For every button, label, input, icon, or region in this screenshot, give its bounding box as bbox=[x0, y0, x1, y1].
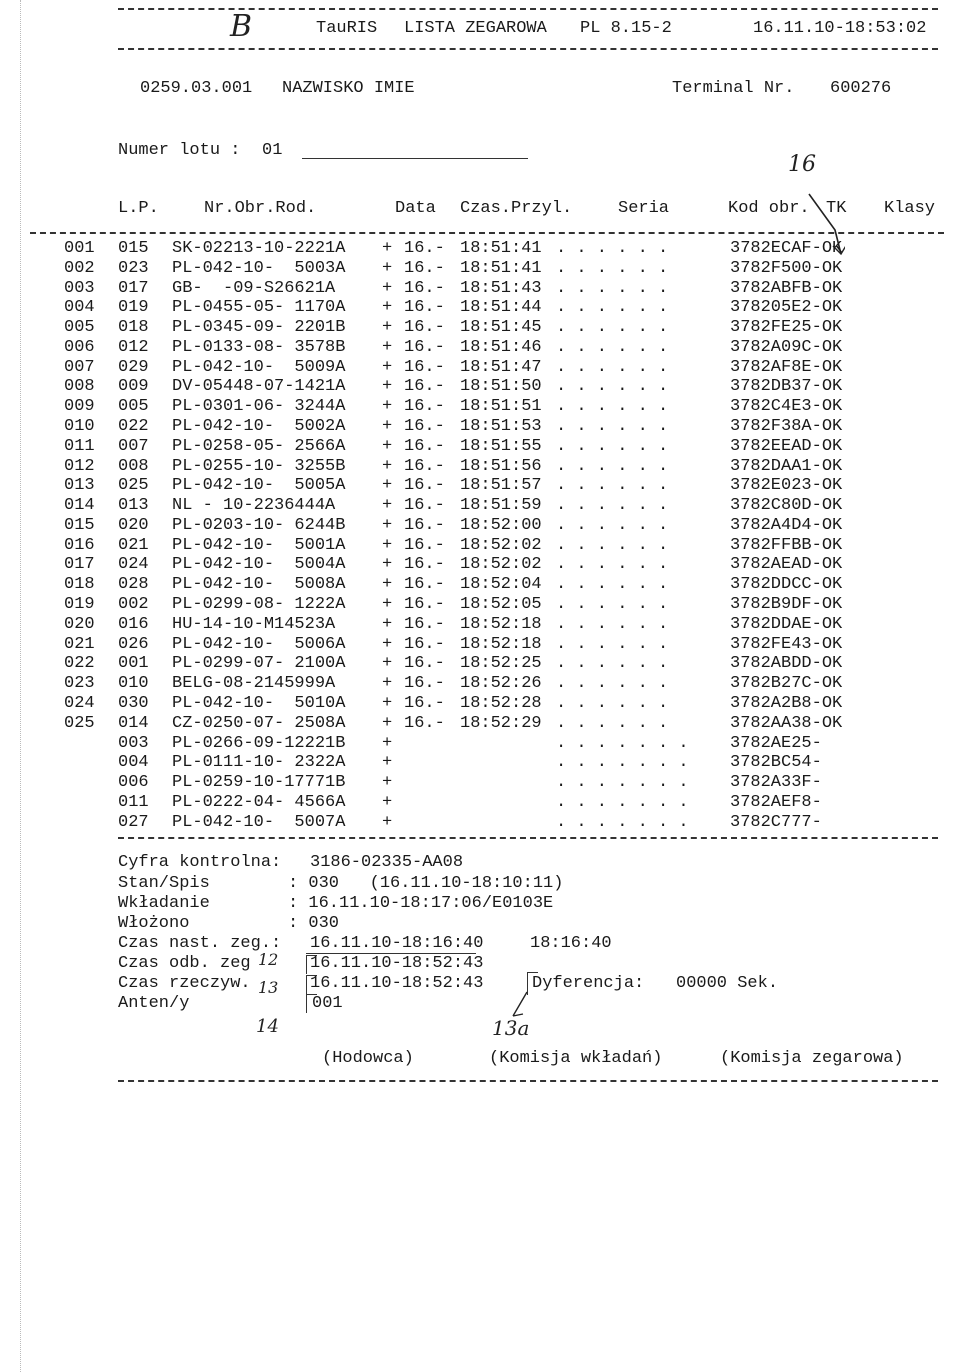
row-plus: + bbox=[382, 575, 393, 594]
row-plus: + bbox=[382, 476, 393, 495]
row-time: 18:51:44 bbox=[460, 298, 542, 317]
row-plus: + bbox=[382, 318, 393, 337]
col-date: Data bbox=[395, 199, 436, 218]
col-arrival: Czas.Przyl. bbox=[460, 199, 573, 218]
row-ring: PL-0299-08- 1222A bbox=[172, 595, 346, 614]
row-plus: + bbox=[382, 239, 393, 258]
flight-underline bbox=[302, 158, 528, 159]
row-no: 007 bbox=[118, 437, 149, 456]
row-date: 16.- bbox=[404, 397, 445, 416]
row-no: 006 bbox=[118, 773, 149, 792]
row-plus: + bbox=[382, 694, 393, 713]
row-plus: + bbox=[382, 338, 393, 357]
row-ring: DV-05448-07-1421A bbox=[172, 377, 346, 396]
row-ring: PL-0222-04- 4566A bbox=[172, 793, 346, 812]
row-code: 3782ECAF-OK bbox=[730, 239, 843, 258]
print-datetime: 16.11.10-18:53:02 bbox=[753, 19, 927, 38]
anten-label: Anten/y bbox=[118, 994, 190, 1013]
row-dots: . . . . . . bbox=[556, 516, 669, 535]
row-lp: 003 bbox=[64, 279, 95, 298]
col-lp: L.P. bbox=[118, 199, 159, 218]
row-plus: + bbox=[382, 516, 393, 535]
row-dots: . . . . . . bbox=[556, 654, 669, 673]
dyferencja-label: Dyferencja: bbox=[532, 974, 645, 993]
row-ring: GB- -09-S26621A bbox=[172, 279, 336, 298]
row-ring: SK-02213-10-2221A bbox=[172, 239, 346, 258]
czas-nast-value: 16.11.10-18:16:40 bbox=[310, 934, 484, 953]
row-code: 378205E2-OK bbox=[730, 298, 843, 317]
row-date: 16.- bbox=[404, 595, 445, 614]
row-dots: . . . . . . bbox=[556, 476, 669, 495]
signature-komisja-wkladan: (Komisja wkładań) bbox=[489, 1049, 663, 1068]
version: PL 8.15-2 bbox=[580, 19, 672, 38]
flight-number: 01 bbox=[262, 141, 283, 160]
row-lp: 010 bbox=[64, 417, 95, 436]
row-dots: . . . . . . bbox=[556, 595, 669, 614]
row-no: 004 bbox=[118, 753, 149, 772]
row-ring: PL-042-10- 5008A bbox=[172, 575, 346, 594]
bracket-rz bbox=[306, 975, 317, 994]
row-ring: PL-0133-08- 3578B bbox=[172, 338, 346, 357]
czas-nast-extra: 18:16:40 bbox=[530, 934, 612, 953]
row-ring: PL-042-10- 5007A bbox=[172, 813, 346, 832]
row-plus: + bbox=[382, 377, 393, 396]
row-date: 16.- bbox=[404, 338, 445, 357]
row-no: 020 bbox=[118, 516, 149, 535]
row-time: 18:52:00 bbox=[460, 516, 542, 535]
row-plus: + bbox=[382, 615, 393, 634]
row-lp: 015 bbox=[64, 516, 95, 535]
row-no: 002 bbox=[118, 595, 149, 614]
handwritten-14: 14 bbox=[256, 1016, 279, 1037]
row-ring: PL-0203-10- 6244B bbox=[172, 516, 346, 535]
row-lp: 014 bbox=[64, 496, 95, 515]
row-time: 18:51:50 bbox=[460, 377, 542, 396]
row-lp: 019 bbox=[64, 595, 95, 614]
row-date: 16.- bbox=[404, 476, 445, 495]
row-code: 3782DAA1-OK bbox=[730, 457, 843, 476]
row-lp: 017 bbox=[64, 555, 95, 574]
row-dots: . . . . . . bbox=[556, 417, 669, 436]
row-code: 3782AE25- bbox=[730, 734, 822, 753]
row-dots: . . . . . . . bbox=[556, 773, 689, 792]
row-lp: 024 bbox=[64, 694, 95, 713]
row-plus: + bbox=[382, 417, 393, 436]
row-date: 16.- bbox=[404, 259, 445, 278]
row-date: 16.- bbox=[404, 437, 445, 456]
row-dots: . . . . . . bbox=[556, 298, 669, 317]
row-time: 18:52:02 bbox=[460, 536, 542, 555]
row-plus: + bbox=[382, 555, 393, 574]
row-ring: CZ-0250-07- 2508A bbox=[172, 714, 346, 733]
row-no: 021 bbox=[118, 536, 149, 555]
row-date: 16.- bbox=[404, 674, 445, 693]
handwritten-13a: 13a bbox=[492, 1016, 530, 1040]
footer-divider bbox=[118, 1080, 938, 1082]
row-time: 18:52:18 bbox=[460, 615, 542, 634]
row-time: 18:52:02 bbox=[460, 555, 542, 574]
row-no: 022 bbox=[118, 417, 149, 436]
row-dots: . . . . . . bbox=[556, 318, 669, 337]
header-divider bbox=[118, 48, 938, 50]
col-series: Seria bbox=[618, 199, 670, 218]
row-dots: . . . . . . bbox=[556, 239, 669, 258]
row-ring: PL-042-10- 5006A bbox=[172, 635, 346, 654]
row-ring: PL-0455-05- 1170A bbox=[172, 298, 346, 317]
row-ring: PL-0258-05- 2566A bbox=[172, 437, 346, 456]
left-margin bbox=[0, 0, 21, 1372]
row-code: 3782BC54- bbox=[730, 753, 822, 772]
row-plus: + bbox=[382, 813, 393, 832]
czas-nast-label: Czas nast. zeg.: bbox=[118, 934, 282, 953]
row-ring: PL-042-10- 5005A bbox=[172, 476, 346, 495]
row-code: 3782ABFB-OK bbox=[730, 279, 843, 298]
row-date: 16.- bbox=[404, 694, 445, 713]
row-no: 028 bbox=[118, 575, 149, 594]
handwritten-12: 12 bbox=[258, 950, 279, 969]
row-dots: . . . . . . bbox=[556, 338, 669, 357]
row-plus: + bbox=[382, 457, 393, 476]
row-code: 3782C80D-OK bbox=[730, 496, 843, 515]
row-date: 16.- bbox=[404, 516, 445, 535]
row-no: 005 bbox=[118, 397, 149, 416]
row-dots: . . . . . . . bbox=[556, 753, 689, 772]
row-ring: PL-042-10- 5001A bbox=[172, 536, 346, 555]
row-plus: + bbox=[382, 358, 393, 377]
row-dots: . . . . . . bbox=[556, 457, 669, 476]
row-lp: 009 bbox=[64, 397, 95, 416]
row-code: 3782ABDD-OK bbox=[730, 654, 843, 673]
row-no: 015 bbox=[118, 239, 149, 258]
row-time: 18:52:18 bbox=[460, 635, 542, 654]
row-lp: 005 bbox=[64, 318, 95, 337]
owner-code: 0259.03.001 bbox=[140, 79, 253, 98]
row-no: 003 bbox=[118, 734, 149, 753]
row-plus: + bbox=[382, 259, 393, 278]
table-bottom-divider bbox=[118, 837, 938, 839]
row-time: 18:51:41 bbox=[460, 259, 542, 278]
row-dots: . . . . . . bbox=[556, 615, 669, 634]
row-plus: + bbox=[382, 753, 393, 772]
row-date: 16.- bbox=[404, 615, 445, 634]
owner-name: NAZWISKO IMIE bbox=[282, 79, 415, 98]
row-ring: PL-0301-06- 3244A bbox=[172, 397, 346, 416]
col-classes: Klasy bbox=[884, 199, 936, 218]
row-lp: 006 bbox=[64, 338, 95, 357]
row-no: 008 bbox=[118, 457, 149, 476]
row-time: 18:52:26 bbox=[460, 674, 542, 693]
row-dots: . . . . . . bbox=[556, 674, 669, 693]
row-code: 3782F500-OK bbox=[730, 259, 843, 278]
row-plus: + bbox=[382, 536, 393, 555]
flight-label: Numer lotu : bbox=[118, 141, 241, 160]
row-time: 18:51:53 bbox=[460, 417, 542, 436]
row-no: 011 bbox=[118, 793, 149, 812]
row-plus: + bbox=[382, 674, 393, 693]
row-ring: PL-042-10- 5010A bbox=[172, 694, 346, 713]
row-plus: + bbox=[382, 654, 393, 673]
row-time: 18:51:51 bbox=[460, 397, 542, 416]
row-code: 3782A4D4-OK bbox=[730, 516, 843, 535]
row-no: 023 bbox=[118, 259, 149, 278]
row-time: 18:51:56 bbox=[460, 457, 542, 476]
anten-value: 001 bbox=[312, 994, 343, 1013]
wkladanie-value: : 16.11.10-18:17:06/E0103E bbox=[288, 894, 554, 913]
row-no: 012 bbox=[118, 338, 149, 357]
czas-odb-value: 16.11.10-18:52:43 bbox=[310, 954, 484, 973]
row-date: 16.- bbox=[404, 496, 445, 515]
logo: B bbox=[230, 9, 253, 44]
row-plus: + bbox=[382, 397, 393, 416]
row-no: 024 bbox=[118, 555, 149, 574]
row-code: 3782F38A-OK bbox=[730, 417, 843, 436]
signature-hodowca: (Hodowca) bbox=[322, 1049, 414, 1068]
row-no: 018 bbox=[118, 318, 149, 337]
terminal-label: Terminal Nr. bbox=[672, 79, 795, 98]
row-ring: PL-042-10- 5009A bbox=[172, 358, 346, 377]
control-value: 3186-02335-AA08 bbox=[310, 853, 464, 872]
row-ring: PL-0299-07- 2100A bbox=[172, 654, 346, 673]
row-ring: PL-0259-10-17771B bbox=[172, 773, 346, 792]
row-ring: PL-042-10- 5004A bbox=[172, 555, 346, 574]
row-code: 3782FE25-OK bbox=[730, 318, 843, 337]
row-dots: . . . . . . bbox=[556, 575, 669, 594]
row-time: 18:51:41 bbox=[460, 239, 542, 258]
row-dots: . . . . . . bbox=[556, 536, 669, 555]
row-date: 16.- bbox=[404, 555, 445, 574]
row-time: 18:51:59 bbox=[460, 496, 542, 515]
stan-value: : 030 (16.11.10-18:10:11) bbox=[288, 874, 564, 893]
row-code: 3782EEAD-OK bbox=[730, 437, 843, 456]
terminal-number: 600276 bbox=[830, 79, 892, 98]
row-no: 014 bbox=[118, 714, 149, 733]
row-code: 3782E023-OK bbox=[730, 476, 843, 495]
row-no: 025 bbox=[118, 476, 149, 495]
row-code: 3782AA38-OK bbox=[730, 714, 843, 733]
row-code: 3782DB37-OK bbox=[730, 377, 843, 396]
row-lp: 023 bbox=[64, 674, 95, 693]
bracket-anten bbox=[306, 994, 317, 1013]
handwritten-arrow-dyf bbox=[505, 990, 535, 1022]
handwritten-16: 16 bbox=[788, 152, 816, 177]
control-label: Cyfra kontrolna: bbox=[118, 853, 282, 872]
row-code: 3782B27C-OK bbox=[730, 674, 843, 693]
row-lp: 022 bbox=[64, 654, 95, 673]
row-time: 18:51:55 bbox=[460, 437, 542, 456]
row-no: 010 bbox=[118, 674, 149, 693]
row-code: 3782A2B8-OK bbox=[730, 694, 843, 713]
row-date: 16.- bbox=[404, 635, 445, 654]
row-time: 18:51:46 bbox=[460, 338, 542, 357]
row-time: 18:51:45 bbox=[460, 318, 542, 337]
row-code: 3782DDCC-OK bbox=[730, 575, 843, 594]
row-plus: + bbox=[382, 279, 393, 298]
row-date: 16.- bbox=[404, 536, 445, 555]
wlozono-label: Włożono bbox=[118, 914, 190, 933]
row-no: 027 bbox=[118, 813, 149, 832]
row-no: 030 bbox=[118, 694, 149, 713]
row-code: 3782FFBB-OK bbox=[730, 536, 843, 555]
czas-rz-value: 16.11.10-18:52:43 bbox=[310, 974, 484, 993]
row-dots: . . . . . . bbox=[556, 279, 669, 298]
row-code: 3782C4E3-OK bbox=[730, 397, 843, 416]
row-lp: 004 bbox=[64, 298, 95, 317]
row-no: 013 bbox=[118, 496, 149, 515]
row-lp: 021 bbox=[64, 635, 95, 654]
row-dots: . . . . . . bbox=[556, 377, 669, 396]
row-no: 017 bbox=[118, 279, 149, 298]
row-time: 18:52:29 bbox=[460, 714, 542, 733]
row-lp: 020 bbox=[64, 615, 95, 634]
row-lp: 001 bbox=[64, 239, 95, 258]
row-ring: PL-0255-10- 3255B bbox=[172, 457, 346, 476]
row-date: 16.- bbox=[404, 714, 445, 733]
row-no: 009 bbox=[118, 377, 149, 396]
row-time: 18:51:43 bbox=[460, 279, 542, 298]
dyferencja-value: 00000 Sek. bbox=[676, 974, 779, 993]
columns-divider bbox=[30, 232, 944, 234]
row-dots: . . . . . . . bbox=[556, 813, 689, 832]
row-date: 16.- bbox=[404, 358, 445, 377]
row-plus: + bbox=[382, 496, 393, 515]
row-code: 3782B9DF-OK bbox=[730, 595, 843, 614]
col-code: Kod obr. bbox=[728, 199, 810, 218]
col-ring: Nr.Obr.Rod. bbox=[204, 199, 317, 218]
row-date: 16.- bbox=[404, 279, 445, 298]
row-time: 18:51:47 bbox=[460, 358, 542, 377]
document-title: LISTA ZEGAROWA bbox=[404, 19, 547, 38]
row-dots: . . . . . . . bbox=[556, 793, 689, 812]
row-time: 18:52:05 bbox=[460, 595, 542, 614]
row-lp: 011 bbox=[64, 437, 95, 456]
row-date: 16.- bbox=[404, 457, 445, 476]
row-code: 3782C777- bbox=[730, 813, 822, 832]
row-time: 18:52:28 bbox=[460, 694, 542, 713]
row-lp: 002 bbox=[64, 259, 95, 278]
row-code: 3782AEF8- bbox=[730, 793, 822, 812]
row-dots: . . . . . . bbox=[556, 259, 669, 278]
row-lp: 018 bbox=[64, 575, 95, 594]
row-no: 026 bbox=[118, 635, 149, 654]
system-name: TauRIS bbox=[316, 19, 378, 38]
row-time: 18:51:57 bbox=[460, 476, 542, 495]
row-plus: + bbox=[382, 595, 393, 614]
handwritten-13: 13 bbox=[258, 978, 279, 997]
row-date: 16.- bbox=[404, 575, 445, 594]
row-no: 029 bbox=[118, 358, 149, 377]
row-plus: + bbox=[382, 298, 393, 317]
row-ring: PL-0111-10- 2322A bbox=[172, 753, 346, 772]
row-dots: . . . . . . bbox=[556, 437, 669, 456]
czas-rz-label: Czas rzeczyw. bbox=[118, 974, 251, 993]
row-dots: . . . . . . bbox=[556, 714, 669, 733]
row-dots: . . . . . . bbox=[556, 397, 669, 416]
row-date: 16.- bbox=[404, 377, 445, 396]
row-ring: PL-042-10- 5003A bbox=[172, 259, 346, 278]
row-lp: 013 bbox=[64, 476, 95, 495]
row-plus: + bbox=[382, 773, 393, 792]
row-code: 3782FE43-OK bbox=[730, 635, 843, 654]
row-plus: + bbox=[382, 793, 393, 812]
row-plus: + bbox=[382, 635, 393, 654]
row-code: 3782A09C-OK bbox=[730, 338, 843, 357]
row-lp: 025 bbox=[64, 714, 95, 733]
row-lp: 012 bbox=[64, 457, 95, 476]
row-date: 16.- bbox=[404, 239, 445, 258]
stan-label: Stan/Spis bbox=[118, 874, 210, 893]
row-dots: . . . . . . bbox=[556, 496, 669, 515]
row-no: 019 bbox=[118, 298, 149, 317]
row-lp: 008 bbox=[64, 377, 95, 396]
signature-komisja-zegarowa: (Komisja zegarowa) bbox=[720, 1049, 904, 1068]
row-time: 18:52:25 bbox=[460, 654, 542, 673]
row-plus: + bbox=[382, 437, 393, 456]
row-code: 3782AEAD-OK bbox=[730, 555, 843, 574]
row-dots: . . . . . . bbox=[556, 555, 669, 574]
row-ring: PL-0345-09- 2201B bbox=[172, 318, 346, 337]
bracket-odb bbox=[306, 955, 317, 974]
row-dots: . . . . . . bbox=[556, 694, 669, 713]
row-time: 18:52:04 bbox=[460, 575, 542, 594]
row-lp: 016 bbox=[64, 536, 95, 555]
row-ring: HU-14-10-M14523A bbox=[172, 615, 336, 634]
row-plus: + bbox=[382, 714, 393, 733]
wlozono-value: : 030 bbox=[288, 914, 340, 933]
row-ring: BELG-08-2145999A bbox=[172, 674, 336, 693]
row-code: 3782DDAE-OK bbox=[730, 615, 843, 634]
row-ring: PL-042-10- 5002A bbox=[172, 417, 346, 436]
row-dots: . . . . . . bbox=[556, 635, 669, 654]
col-tk: TK bbox=[826, 199, 847, 218]
row-date: 16.- bbox=[404, 417, 445, 436]
row-code: 3782A33F- bbox=[730, 773, 822, 792]
row-date: 16.- bbox=[404, 318, 445, 337]
row-date: 16.- bbox=[404, 298, 445, 317]
row-lp: 007 bbox=[64, 358, 95, 377]
row-ring: PL-0266-09-12221B bbox=[172, 734, 346, 753]
row-date: 16.- bbox=[404, 654, 445, 673]
wkladanie-label: Wkładanie bbox=[118, 894, 210, 913]
row-no: 001 bbox=[118, 654, 149, 673]
czas-odb-label: Czas odb. zeg bbox=[118, 954, 251, 973]
row-ring: NL - 10-2236444A bbox=[172, 496, 336, 515]
row-dots: . . . . . . bbox=[556, 358, 669, 377]
row-dots: . . . . . . . bbox=[556, 734, 689, 753]
row-no: 016 bbox=[118, 615, 149, 634]
row-plus: + bbox=[382, 734, 393, 753]
row-code: 3782AF8E-OK bbox=[730, 358, 843, 377]
